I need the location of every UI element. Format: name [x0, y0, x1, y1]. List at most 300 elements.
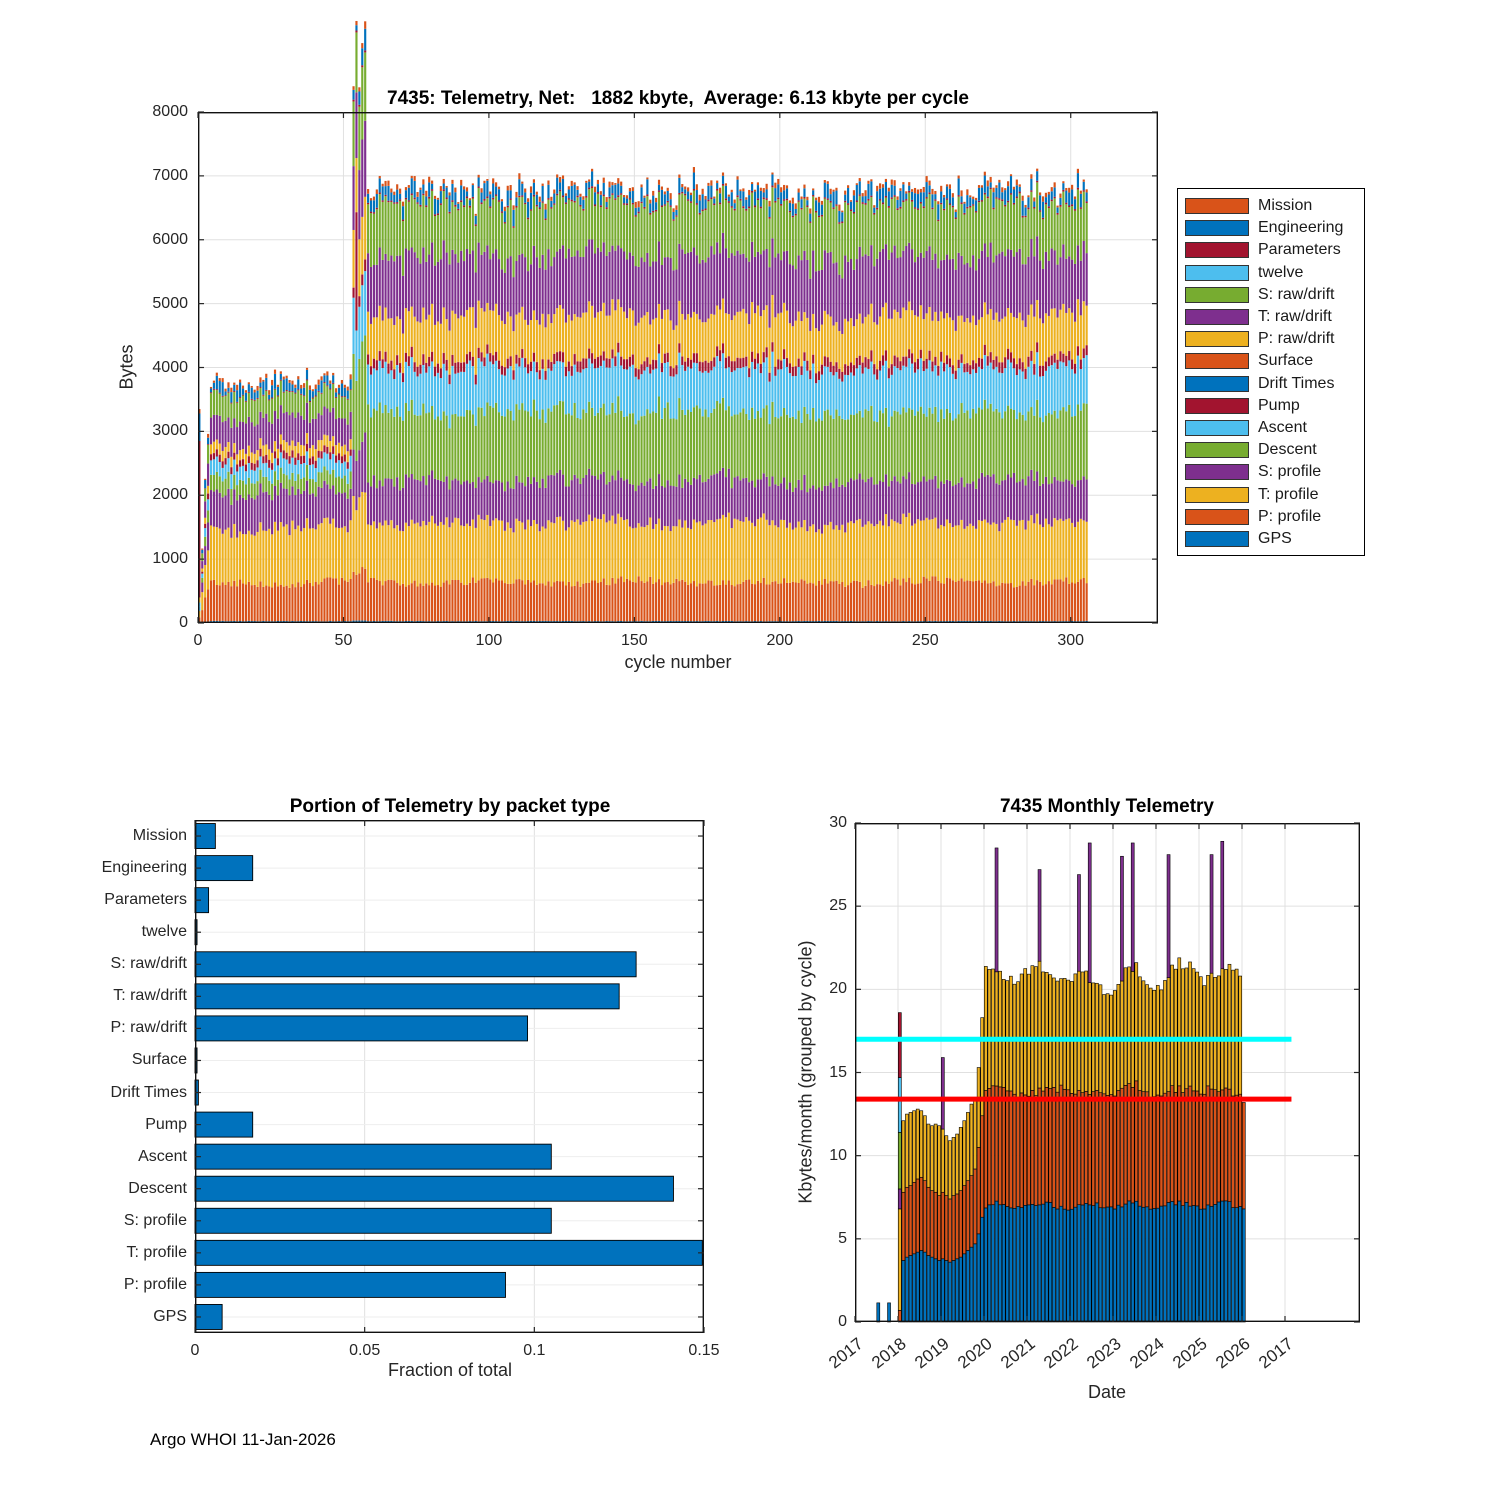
monthly-x-tick-label: 2022 [1040, 1334, 1082, 1373]
bar-segment [1062, 581, 1064, 621]
bar-segment [638, 420, 640, 485]
bar-segment [955, 526, 957, 582]
bar-segment [1048, 413, 1050, 484]
bar-segment [702, 211, 704, 260]
bar-segment [1065, 366, 1067, 411]
bar-segment [338, 585, 340, 621]
bar-segment [795, 203, 797, 209]
bar-segment [847, 366, 849, 375]
bar-segment [486, 181, 488, 197]
bar-segment [399, 585, 401, 621]
bar-segment [451, 480, 453, 522]
bar-segment [995, 255, 997, 312]
bar-segment [948, 1262, 951, 1322]
bar-segment [1067, 980, 1070, 1090]
bar-segment [981, 369, 983, 409]
bar-segment [367, 204, 369, 253]
bar-segment [1065, 411, 1067, 479]
bar-segment [539, 379, 541, 419]
bar-segment [719, 585, 721, 621]
monthly-x-tick-label: 2018 [868, 1334, 910, 1373]
bar-segment [219, 393, 221, 394]
bar-segment [478, 407, 480, 477]
bar-segment [1002, 1204, 1005, 1322]
bar-segment [245, 390, 247, 393]
bar-segment [454, 205, 456, 207]
bar-segment [728, 314, 730, 356]
bar-segment [1004, 480, 1006, 520]
bar-segment [472, 357, 474, 366]
bar-segment [824, 356, 826, 366]
bar-segment [265, 390, 267, 391]
bar-segment [655, 261, 657, 318]
bar-segment [803, 475, 805, 520]
bar-segment [780, 206, 782, 261]
bar-segment [542, 314, 544, 359]
bar-segment [658, 241, 660, 303]
bar-segment [754, 313, 756, 358]
bar-segment [539, 488, 541, 531]
bar-segment [414, 317, 416, 362]
bar-segment [760, 207, 762, 209]
bar-segment [393, 192, 395, 195]
bar-segment [856, 319, 858, 357]
bar-segment [300, 395, 302, 416]
bar-segment [739, 584, 741, 621]
bar-segment [585, 359, 587, 368]
bar-segment [1042, 196, 1044, 201]
bar-segment [821, 585, 823, 621]
bar-segment [364, 29, 366, 51]
bar-segment [888, 427, 890, 487]
bar-segment [329, 381, 331, 384]
bar-segment [315, 389, 317, 395]
bar-segment [565, 323, 567, 367]
bar-segment [958, 368, 960, 414]
bar-segment [222, 378, 224, 382]
bar-segment [539, 202, 541, 208]
bar-segment [536, 195, 538, 205]
bar-segment [783, 190, 785, 199]
bar-segment [984, 580, 986, 621]
bar-segment [1013, 368, 1015, 410]
bar-segment [498, 580, 500, 621]
bar-segment [608, 368, 610, 415]
bar-segment [242, 583, 244, 621]
bar-segment [382, 359, 384, 368]
bar-segment [934, 254, 936, 312]
bar-segment [675, 205, 677, 209]
bar-segment [434, 199, 436, 214]
monthly-x-tick-label: 2017 [825, 1334, 867, 1373]
bar-segment [914, 362, 916, 372]
bar-segment [853, 365, 855, 376]
bar-segment [1052, 1087, 1055, 1207]
bar-segment [879, 201, 881, 252]
bar-segment [486, 354, 488, 403]
bar-segment [416, 376, 418, 415]
bar-segment [1010, 313, 1012, 352]
bar-segment [766, 198, 768, 200]
bar-segment [649, 373, 651, 413]
bar-segment [582, 369, 584, 409]
bar-segment [457, 209, 459, 211]
bar-segment [734, 203, 736, 209]
bar-segment [1056, 480, 1058, 520]
bar-segment [219, 476, 221, 492]
bar-segment [975, 529, 977, 581]
bar-segment [670, 531, 672, 584]
bar-segment [222, 497, 224, 533]
bar-segment [329, 384, 331, 389]
bar-segment [725, 368, 727, 410]
bar-segment [451, 184, 453, 200]
bar-segment [777, 179, 779, 184]
bar-segment [995, 1201, 998, 1322]
bar-segment [800, 375, 802, 423]
bar-segment [431, 184, 433, 189]
bar-segment [1110, 1207, 1113, 1322]
bar-segment [204, 489, 206, 502]
bar-segment [1048, 316, 1050, 357]
bar-segment [902, 366, 904, 408]
bar-segment [611, 516, 613, 578]
bar-segment [681, 580, 683, 621]
bar-segment [1074, 374, 1076, 416]
bar-segment [1106, 1095, 1109, 1207]
bar-segment [382, 368, 384, 413]
bar-segment [222, 397, 224, 422]
monthly-y-tick-label: 20 [829, 980, 847, 998]
bar-segment [230, 467, 232, 474]
bar-segment [1221, 841, 1224, 968]
bar-segment [1036, 580, 1038, 621]
bar-segment [927, 1124, 930, 1187]
bar-segment [1167, 1092, 1170, 1203]
bar-segment [233, 581, 235, 621]
bar-segment [582, 478, 584, 522]
bar-segment [1171, 1201, 1174, 1322]
bar-segment [571, 200, 573, 202]
bar-segment [821, 215, 823, 217]
bar-segment [408, 311, 410, 356]
bar-segment [675, 215, 677, 216]
bar-segment [384, 352, 386, 362]
bar-segment [457, 518, 459, 580]
bar-segment [815, 198, 817, 201]
bar-segment [812, 195, 814, 196]
bar-segment [428, 366, 430, 412]
bar-segment [219, 444, 221, 455]
bar-segment [355, 575, 357, 621]
bar-segment [800, 321, 802, 366]
bar-segment [320, 582, 322, 621]
bar-segment [347, 469, 349, 484]
bar-segment [446, 517, 448, 580]
bar-segment [655, 202, 657, 210]
bar-segment [370, 267, 372, 324]
bar-segment [1085, 1203, 1088, 1322]
bar-segment [937, 201, 939, 204]
portion-x-tick-label: 0.1 [523, 1342, 546, 1359]
bar-segment [443, 353, 445, 364]
bar-segment [937, 488, 939, 528]
bar-segment [898, 1077, 901, 1132]
bar-segment [387, 319, 389, 364]
bar-segment [1004, 205, 1006, 207]
bar-segment [812, 355, 814, 364]
bar-segment [696, 314, 698, 353]
bar-segment [809, 488, 811, 526]
bar-segment [870, 196, 872, 197]
bar-segment [1049, 1089, 1052, 1203]
bar-segment [818, 197, 820, 203]
bar-segment [1199, 1094, 1202, 1209]
monthly-y-tick-label: 15 [829, 1063, 847, 1081]
bar-segment [859, 519, 861, 582]
bar-segment [547, 185, 549, 198]
bar-segment [416, 258, 418, 321]
bar-segment [899, 207, 901, 209]
bar-segment [454, 363, 456, 374]
bar-segment [466, 364, 468, 410]
bar-segment [355, 510, 357, 575]
bar-segment [894, 310, 896, 356]
bar-segment [451, 180, 453, 184]
bar-segment [754, 257, 756, 313]
bar-segment [521, 184, 523, 196]
bar-segment [1007, 517, 1009, 583]
bar-segment [448, 384, 450, 428]
bar-segment [882, 413, 884, 482]
bar-segment [667, 309, 669, 352]
bar-segment [393, 379, 395, 417]
bar-segment [928, 192, 930, 194]
bar-segment [998, 531, 1000, 585]
bar-segment [1060, 979, 1063, 1085]
bar-segment [1124, 968, 1127, 1086]
bar-segment [373, 200, 375, 212]
bar-segment [707, 373, 709, 417]
bar-segment [393, 580, 395, 621]
bar-segment [899, 414, 901, 483]
bar-segment [763, 197, 765, 199]
bar-segment [899, 257, 901, 318]
bar-segment [216, 449, 218, 456]
bar-segment [224, 447, 226, 458]
bar-segment [646, 481, 648, 525]
bar-segment [789, 523, 791, 583]
bar-segment [824, 525, 826, 579]
bar-segment [966, 263, 968, 318]
bar-segment [646, 196, 648, 253]
bar-segment [329, 412, 331, 441]
bar-segment [1056, 520, 1058, 579]
bar-segment [201, 549, 203, 550]
bar-segment [1022, 415, 1024, 479]
bar-segment [338, 395, 340, 418]
bar-segment [224, 479, 226, 496]
bar-segment [838, 584, 840, 621]
bar-segment [870, 181, 872, 195]
bar-segment [565, 486, 567, 530]
top-x-tick-label: 0 [193, 632, 203, 649]
bar-segment [440, 203, 442, 205]
bar-segment [478, 301, 480, 348]
bar-segment [928, 360, 930, 407]
bar-segment [859, 365, 861, 411]
bar-segment [222, 582, 224, 621]
bar-segment [431, 352, 433, 362]
bar-segment [565, 204, 567, 258]
bar-segment [923, 1116, 926, 1181]
bar-segment [702, 373, 704, 417]
bar-segment [1156, 1208, 1159, 1322]
bar-segment [977, 1234, 980, 1322]
bar-segment [303, 396, 305, 419]
bar-segment [582, 196, 584, 200]
bar-segment [862, 479, 864, 527]
bar-segment [902, 184, 904, 200]
bar-segment [1235, 969, 1238, 1095]
bar-segment [713, 197, 715, 199]
bar-segment [888, 1303, 891, 1322]
bar-segment [850, 478, 852, 521]
bar-segment [463, 362, 465, 372]
bar-segment [815, 373, 817, 383]
bar-segment [806, 197, 808, 200]
bar-segment [949, 367, 951, 413]
bar-segment [350, 412, 352, 439]
bar-segment [768, 219, 770, 267]
bar-segment [512, 583, 514, 621]
monthly-chart-xlabel: Date [1087, 1382, 1127, 1402]
bar-segment [963, 1254, 966, 1322]
bar-segment [1086, 345, 1088, 355]
bar-segment [262, 418, 264, 446]
bar-segment [297, 460, 299, 474]
bar-segment [318, 440, 320, 450]
bar-segment [437, 198, 439, 200]
bar-segment [478, 515, 480, 580]
bar-segment [227, 458, 229, 471]
bar-segment [937, 321, 939, 366]
bar-segment [216, 415, 218, 440]
bar-segment [914, 193, 916, 207]
bar-segment [774, 417, 776, 484]
bar-segment [894, 366, 896, 410]
bar-segment [251, 585, 253, 621]
bar-segment [1017, 1097, 1020, 1206]
bar-segment [1080, 360, 1082, 369]
bar-segment [1007, 186, 1009, 201]
bar-segment [332, 454, 334, 470]
top-y-tick-label: 3000 [152, 422, 188, 440]
bar-segment [696, 586, 698, 621]
bar-segment [594, 206, 596, 253]
bar-segment [905, 201, 907, 246]
bar-segment [632, 528, 634, 582]
bar-segment [652, 191, 654, 196]
bar-segment [617, 245, 619, 299]
bar-segment [722, 299, 724, 344]
bar-segment [489, 194, 491, 206]
bar-segment [1083, 358, 1085, 403]
bar-segment [754, 369, 756, 419]
bar-segment [1052, 1207, 1055, 1322]
bar-segment [466, 585, 468, 621]
bar-segment [920, 407, 922, 482]
bar-segment [518, 313, 520, 358]
bar-segment [867, 201, 869, 256]
bar-segment [326, 470, 328, 484]
bar-segment [547, 181, 549, 185]
bar-segment [306, 518, 308, 580]
bar-segment [815, 200, 817, 211]
bar-segment [999, 971, 1002, 1087]
bar-segment [274, 370, 276, 374]
bar-segment [544, 585, 546, 620]
bar-segment [475, 216, 477, 225]
bar-segment [640, 374, 642, 416]
bar-segment [751, 362, 753, 408]
bar-segment [579, 373, 581, 420]
bar-segment [518, 255, 520, 313]
bar-segment [248, 382, 250, 384]
bar-segment [728, 258, 730, 314]
bar-segment [757, 185, 759, 198]
bar-segment [958, 525, 960, 580]
bar-segment [760, 208, 762, 254]
bar-segment [428, 412, 430, 475]
bar-segment [256, 587, 258, 621]
bar-segment [1056, 418, 1058, 480]
bar-segment [1004, 190, 1006, 205]
bar-segment [207, 434, 209, 438]
bar-segment [812, 485, 814, 524]
bar-segment [259, 388, 261, 412]
bar-segment [1051, 356, 1053, 366]
bar-segment [306, 580, 308, 621]
bar-segment [824, 197, 826, 198]
bar-segment [1054, 250, 1056, 308]
bar-segment [414, 479, 416, 524]
bar-segment [1001, 319, 1003, 362]
bar-segment [1030, 407, 1032, 470]
bar-segment [913, 1254, 916, 1322]
bar-segment [853, 270, 855, 326]
bar-segment [1160, 990, 1163, 1096]
bar-segment [606, 197, 608, 202]
bar-segment [437, 373, 439, 417]
bar-segment [1013, 520, 1015, 587]
bar-segment [344, 580, 346, 621]
bar-segment [678, 353, 680, 398]
bar-segment [649, 478, 651, 517]
bar-segment [1068, 405, 1070, 481]
bar-segment [358, 170, 360, 239]
bar-segment [873, 421, 875, 484]
bar-segment [949, 359, 951, 368]
bar-segment [966, 410, 968, 483]
bar-segment [1051, 187, 1053, 191]
bar-segment [736, 476, 738, 519]
bar-segment [294, 465, 296, 481]
bar-segment [550, 412, 552, 475]
bar [195, 1016, 528, 1041]
bar-segment [405, 308, 407, 353]
bar-segment [835, 372, 837, 409]
